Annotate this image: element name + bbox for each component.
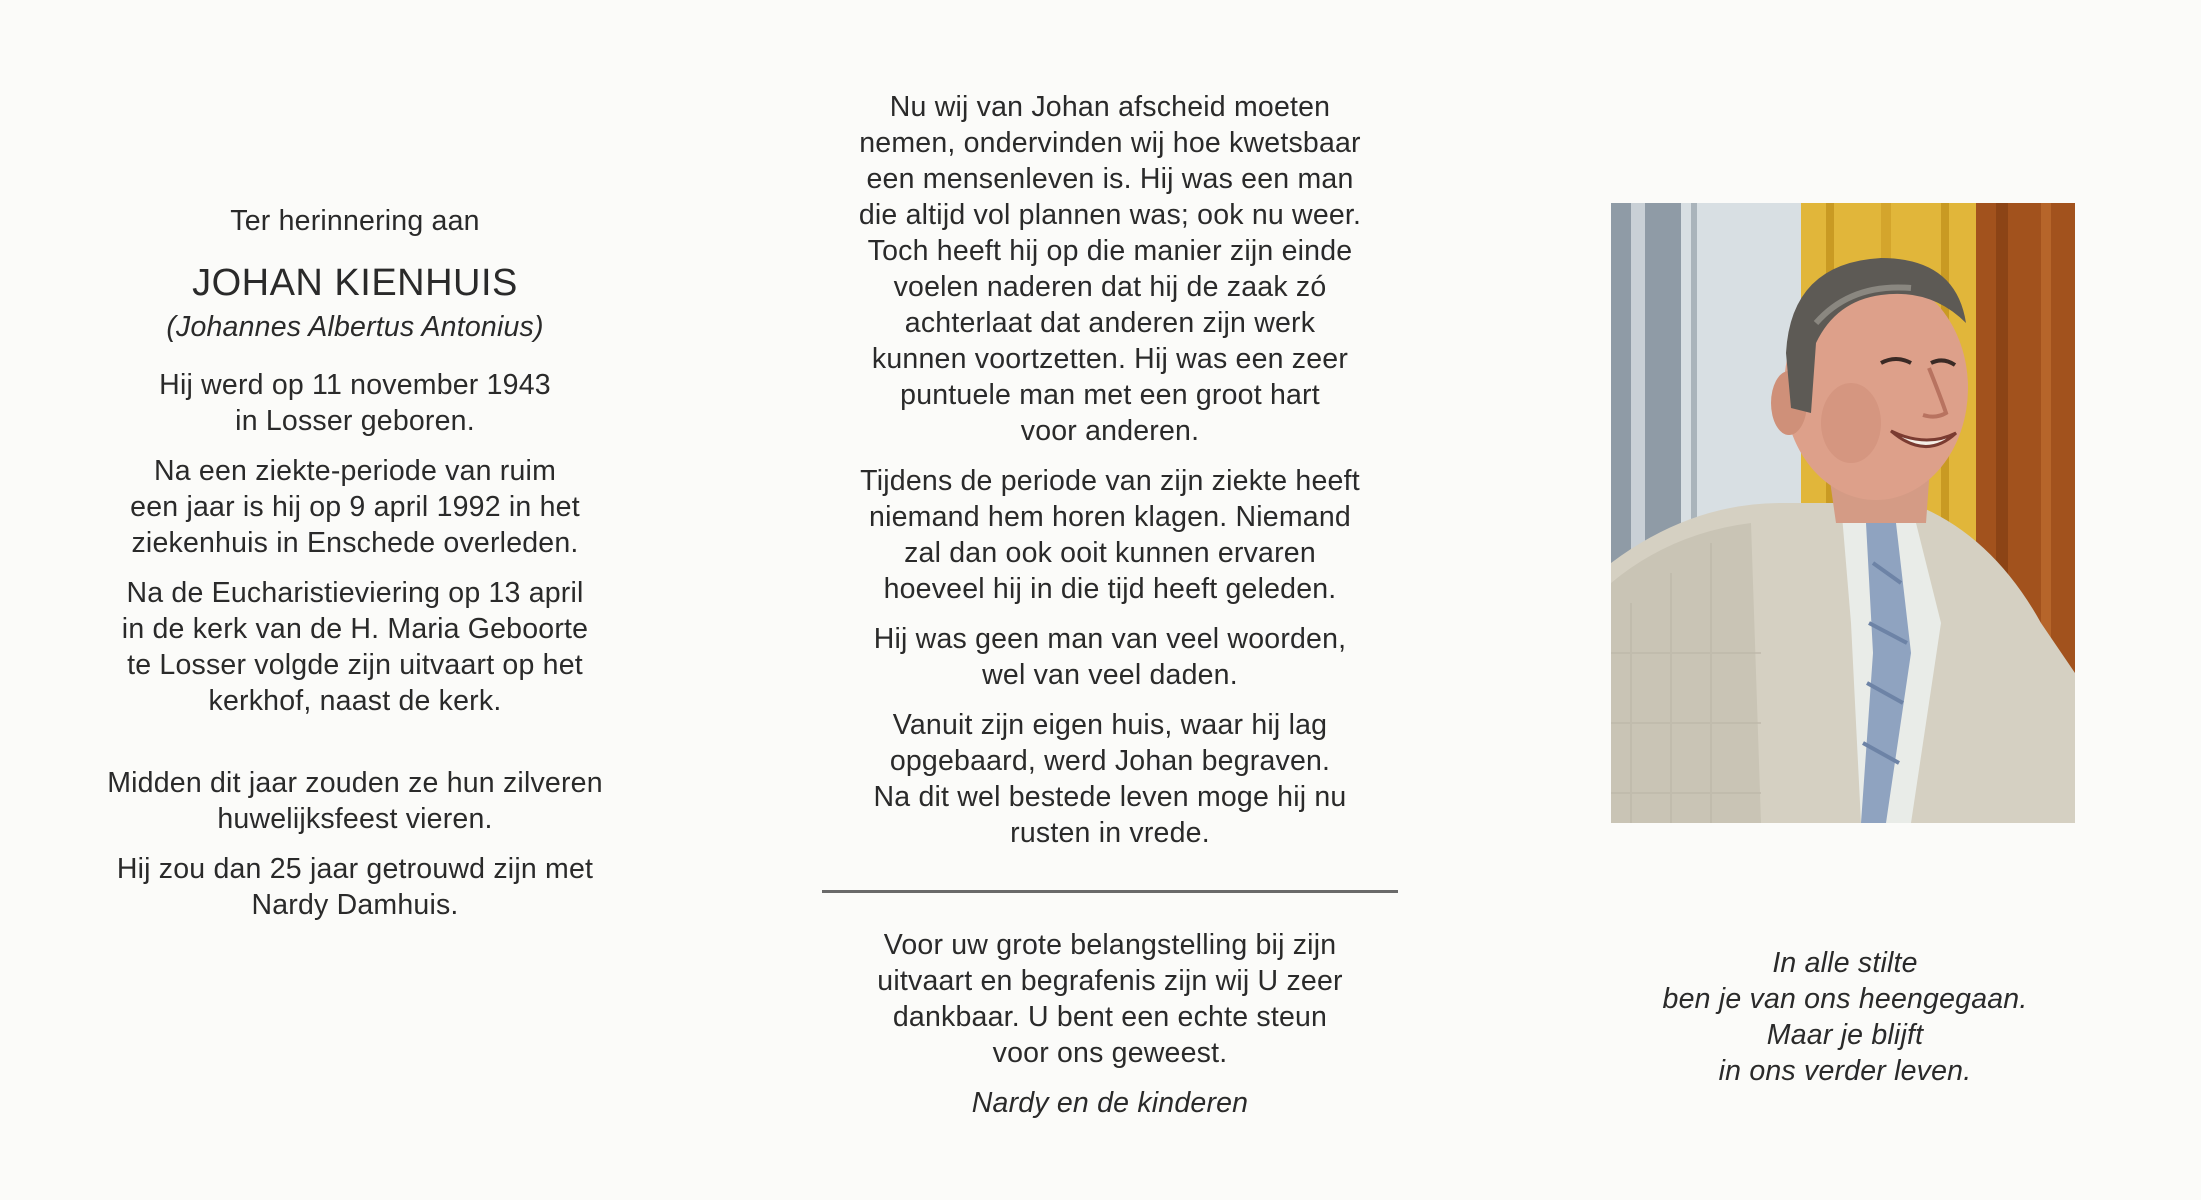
birth-paragraph: Hij werd op 11 november 1943 in Losser geboren. — [159, 369, 551, 437]
portrait-photo — [1611, 203, 2075, 823]
burial-paragraph: Vanuit zijn eigen huis, waar hij lag opgebaard, werd Johan begraven. Na dit wel bestede leven moge hij nu rusten in vrede. — [873, 709, 1347, 849]
memorial-left-column — [40, 203, 670, 923]
signature: Nardy en de kinderen — [971, 1087, 1249, 1119]
poem-text: In alle stilte ben je van ons heengegaan. Maar je blijft in ons verder leven. — [1662, 947, 2028, 1087]
farewell-paragraph: Nu wij van Johan afscheid moeten nemen, ondervinden wij hoe kwetsbaar een mensenleven is. Hij was een man die altijd vol plannen was; ook nu weer. Toch heeft hij op die manier zijn einde voelen naderen dat hij de zaak zó achterlaat dat anderen zijn werk kunnen voortzetten. Hij was een zeer puntuele man met een groot hart voor anderen. — [858, 91, 1362, 447]
memorial-middle-column — [815, 89, 1405, 1121]
divider-line — [822, 890, 1398, 893]
intro-text: Ter herinnering aan — [230, 205, 480, 237]
married-paragraph: Hij zou dan 25 jaar getrouwd zijn met Nardy Damhuis. — [116, 853, 594, 921]
anniversary-paragraph: Midden dit jaar zouden ze hun zilveren huwelijksfeest vieren. — [107, 767, 603, 835]
memorial-poem — [1600, 945, 2090, 1089]
deeds-paragraph: Hij was geen man van veel woorden, wel van veel daden. — [873, 623, 1347, 691]
funeral-paragraph: Na de Eucharistieviering op 13 april in de kerk van de H. Maria Geboorte te Losser volgde zijn uitvaart op het kerkhof, naast de kerk. — [121, 577, 589, 717]
deceased-full-name: (Johannes Albertus Antonius) — [166, 311, 544, 343]
death-paragraph: Na een ziekte-periode van ruim een jaar is hij op 9 april 1992 in het ziekenhuis in Enschede overleden. — [130, 455, 580, 559]
deceased-name: JOHAN KIENHUIS — [192, 262, 518, 304]
portrait-illustration — [1611, 203, 2075, 823]
illness-paragraph: Tijdens de periode van zijn ziekte heeft niemand hem horen klagen. Niemand zal dan ook ooit kunnen ervaren hoeveel hij in die tijd heeft geleden. — [860, 465, 1360, 605]
thanks-paragraph: Voor uw grote belangstelling bij zijn uitvaart en begrafenis zijn wij U zeer dankbaar. U bent een echte steun voor ons geweest. — [877, 929, 1343, 1069]
